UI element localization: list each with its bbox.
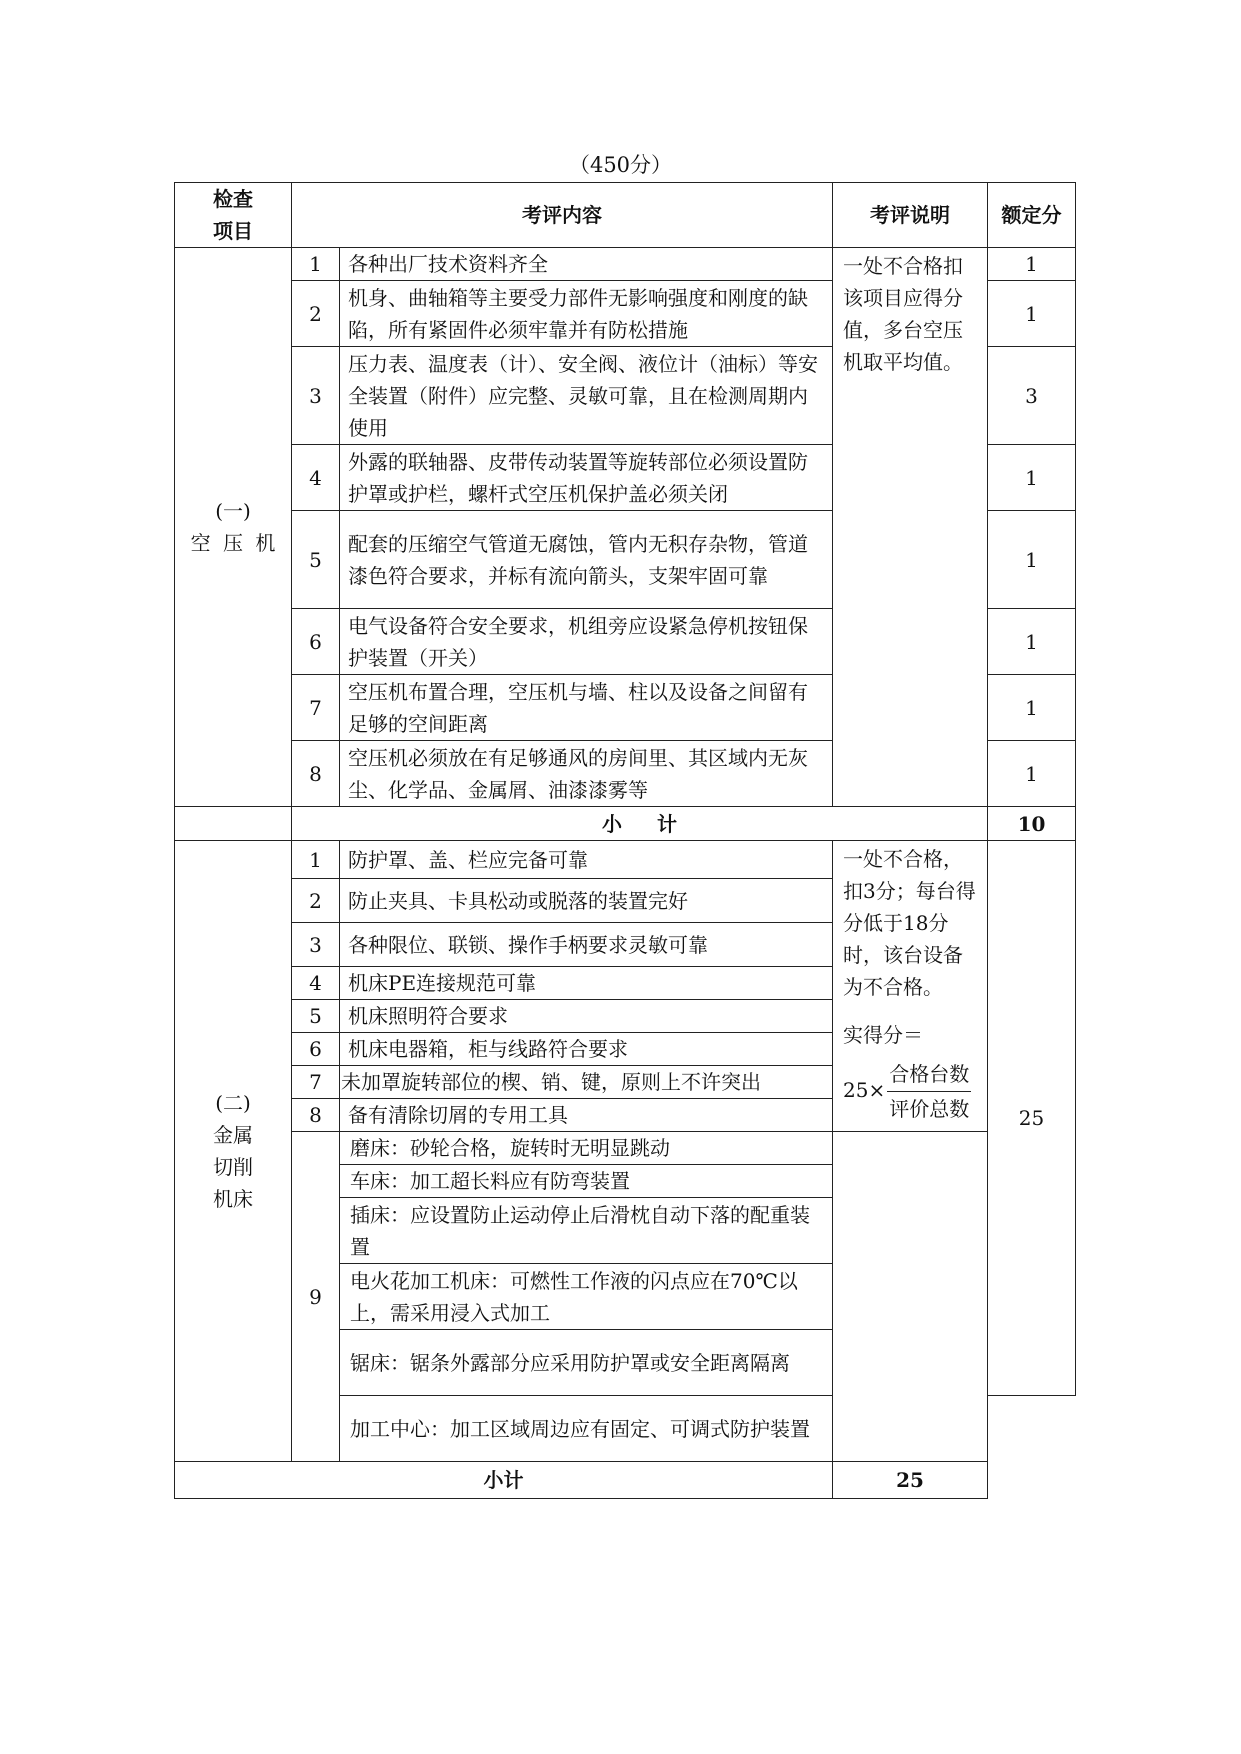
section2-label-line3: 切削 — [213, 1155, 253, 1179]
item-number: 4 — [292, 445, 340, 511]
section1-subtotal-label: 小 计 — [292, 807, 988, 841]
section1-label-line1: (一) — [215, 499, 251, 523]
item-number: 4 — [292, 967, 340, 1000]
item-text: 机床电器箱，柜与线路符合要求 — [340, 1033, 833, 1066]
section2-subtotal-label: 小计 — [175, 1462, 833, 1499]
item-text: 各种限位、联锁、操作手柄要求灵敏可靠 — [340, 923, 833, 967]
page-title: （450分） — [568, 153, 673, 177]
item-number: 9 — [292, 1132, 340, 1462]
section1-label-line2: 空 压 机 — [190, 531, 276, 555]
item-number: 3 — [292, 347, 340, 445]
formula-denominator: 评价总数 — [889, 1097, 970, 1121]
item-text: 配套的压缩空气管道无腐蚀，管内无积存杂物，管道漆色符合要求，并标有流向箭头，支架牢固可靠 — [340, 511, 833, 609]
item-score: 1 — [988, 445, 1076, 511]
item-number: 8 — [292, 741, 340, 807]
section2-note — [833, 841, 988, 1132]
section1-subtotal-value: 10 — [988, 807, 1076, 841]
item-score: 1 — [988, 741, 1076, 807]
section2-formula — [843, 1057, 979, 1126]
table-row — [175, 248, 1076, 281]
section1-label — [175, 248, 292, 807]
section2-label-line1: (二) — [215, 1091, 251, 1115]
formula-fraction — [887, 1057, 971, 1126]
item-number: 3 — [292, 923, 340, 967]
header-row — [175, 183, 1076, 248]
section2-note-formula-label: 实得分＝ — [843, 1023, 923, 1047]
item-score: 3 — [988, 347, 1076, 445]
header-note: 考评说明 — [833, 183, 988, 248]
item-number: 6 — [292, 609, 340, 675]
item-number: 5 — [292, 1000, 340, 1033]
sub-item-text: 加工中心：加工区域周边应有固定、可调式防护装置 — [340, 1396, 833, 1462]
header-category-line2: 项目 — [213, 219, 253, 243]
item-text: 备有清除切屑的专用工具 — [340, 1099, 833, 1132]
empty-cell — [833, 1132, 988, 1462]
inspection-table — [174, 182, 1076, 1499]
item-score: 1 — [988, 248, 1076, 281]
sub-item-text: 磨床：砂轮合格，旋转时无明显跳动 — [340, 1132, 833, 1165]
item-text: 电气设备符合安全要求，机组旁应设紧急停机按钮保护装置（开关） — [340, 609, 833, 675]
empty-cell — [175, 807, 292, 841]
section2-note-text: 一处不合格，扣3分；每台得分低于18分时，该台设备为不合格。 — [843, 847, 976, 999]
section2-label-line4: 机床 — [213, 1187, 253, 1211]
item-text: 机床PE连接规范可靠 — [340, 967, 833, 1000]
item-text: 压力表、温度表（计）、安全阀、液位计（油标）等安全装置（附件）应完整、灵敏可靠，且在检测周期内使用 — [340, 347, 833, 445]
item-text: 空压机必须放在有足够通风的房间里、其区域内无灰尘、化学品、金属屑、油漆漆雾等 — [340, 741, 833, 807]
sub-item-text: 车床：加工超长料应有防弯装置 — [340, 1165, 833, 1198]
sub-item-text: 锯床：锯条外露部分应采用防护罩或安全距离隔离 — [340, 1330, 833, 1396]
item-text: 外露的联轴器、皮带传动装置等旋转部位必须设置防护罩或护栏，螺杆式空压机保护盖必须关闭 — [340, 445, 833, 511]
item-text: 机床照明符合要求 — [340, 1000, 833, 1033]
section1-note: 一处不合格扣该项目应得分值，多台空压机取平均值。 — [833, 248, 988, 807]
item-number: 1 — [292, 841, 340, 879]
header-category — [175, 183, 292, 248]
item-number: 8 — [292, 1099, 340, 1132]
item-text: 空压机布置合理，空压机与墙、柱以及设备之间留有足够的空间距离 — [340, 675, 833, 741]
section2-label — [175, 841, 292, 1462]
section2-subtotal-value: 25 — [833, 1462, 988, 1499]
header-category-line1: 检查 — [213, 187, 253, 211]
table-row — [175, 841, 1076, 879]
item-score: 1 — [988, 281, 1076, 347]
item-number: 7 — [292, 1066, 340, 1099]
table-row — [175, 1132, 1076, 1165]
sub-item-text: 插床：应设置防止运动停止后滑枕自动下落的配重装置 — [340, 1198, 833, 1264]
item-score: 1 — [988, 609, 1076, 675]
item-text: 各种出厂技术资料齐全 — [340, 248, 833, 281]
subtotal-row — [175, 1462, 1076, 1499]
header-score: 额定分 — [988, 183, 1076, 248]
subtotal-row — [175, 807, 1076, 841]
sub-item-text: 电火花加工机床：可燃性工作液的闪点应在70℃以上，需采用浸入式加工 — [340, 1264, 833, 1330]
item-score: 1 — [988, 675, 1076, 741]
item-number: 2 — [292, 281, 340, 347]
item-number: 1 — [292, 248, 340, 281]
item-text: 防止夹具、卡具松动或脱落的装置完好 — [340, 879, 833, 923]
item-text: 防护罩、盖、栏应完备可靠 — [340, 841, 833, 879]
item-number: 7 — [292, 675, 340, 741]
header-content: 考评内容 — [292, 183, 833, 248]
item-number: 6 — [292, 1033, 340, 1066]
section2-score: 25 — [988, 841, 1076, 1396]
formula-numerator: 合格台数 — [887, 1057, 971, 1092]
section2-label-line2: 金属 — [213, 1123, 253, 1147]
item-text: 机身、曲轴箱等主要受力部件无影响强度和刚度的缺陷，所有紧固件必须牢靠并有防松措施 — [340, 281, 833, 347]
item-score: 1 — [988, 511, 1076, 609]
item-number: 2 — [292, 879, 340, 923]
item-text: 未加罩旋转部位的楔、销、键，原则上不许突出 — [340, 1066, 833, 1099]
item-number: 5 — [292, 511, 340, 609]
formula-prefix: 25× — [843, 1078, 886, 1102]
